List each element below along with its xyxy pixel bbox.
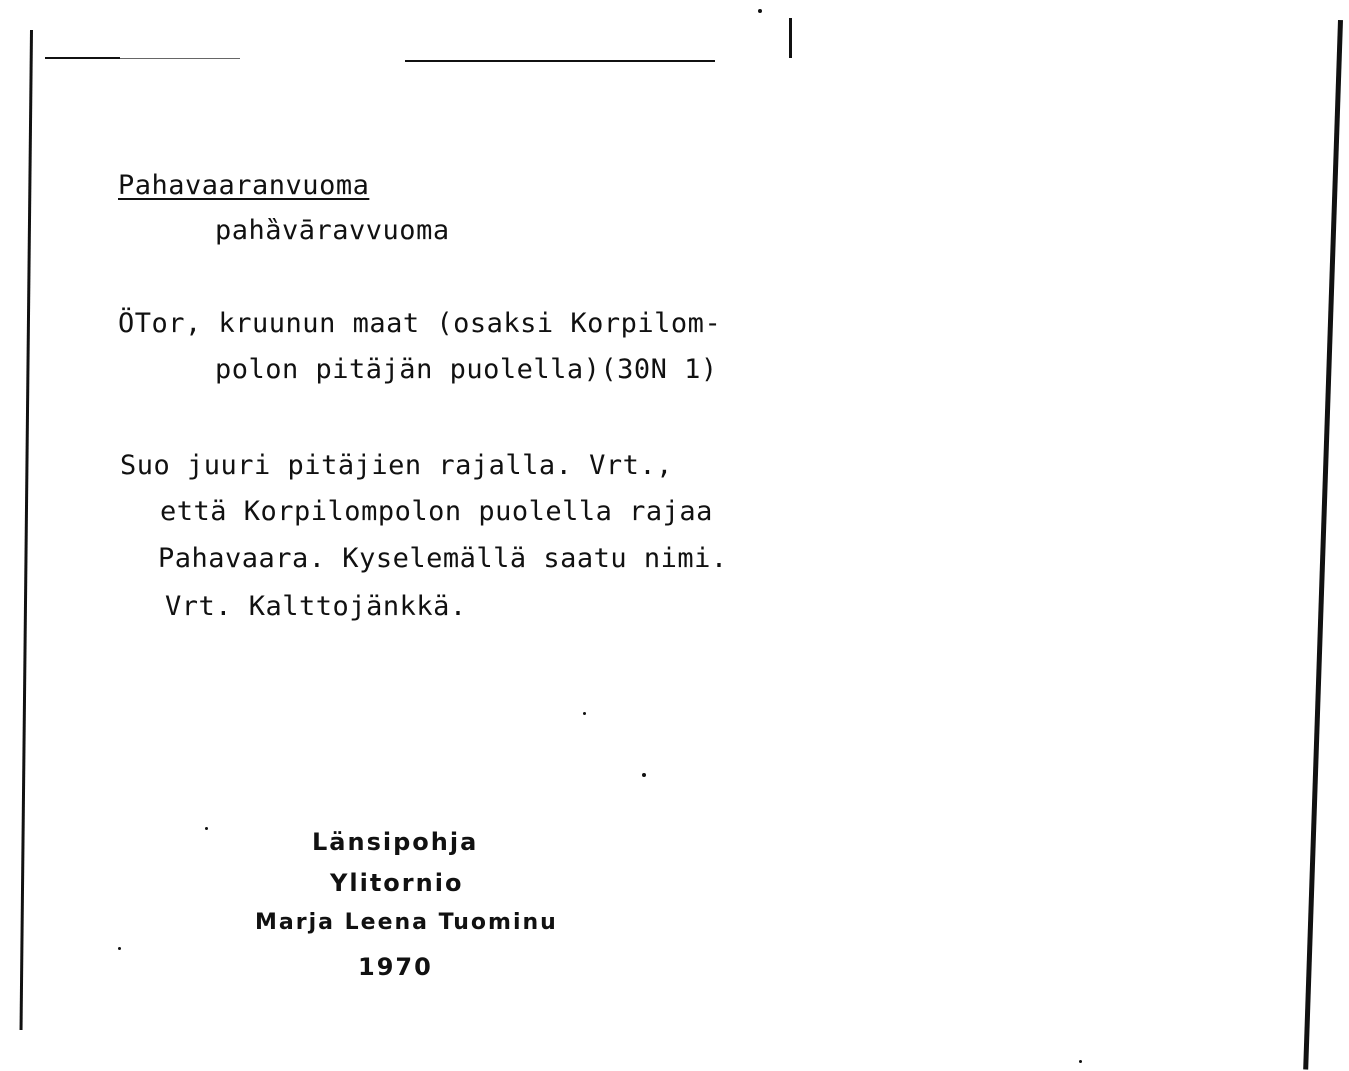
card-top-rule-left-dots [120, 58, 240, 59]
headword: Pahavaaranvuoma [118, 170, 370, 201]
ink-speck [118, 947, 121, 950]
stamp-year: 1970 [358, 953, 433, 981]
card-top-rule-right [405, 60, 715, 62]
note-line: Pahavaara. Kyselemällä saatu nimi. [158, 543, 728, 574]
ink-speck [1079, 1060, 1082, 1063]
pronunciation: pahȁvāravvuoma [215, 215, 450, 246]
note-line: että Korpilompolon puolella rajaa [160, 496, 713, 527]
card-left-edge [20, 30, 33, 1030]
ink-speck [205, 827, 208, 830]
ink-speck [758, 9, 762, 13]
note-line: Vrt. Kalttojänkkä. [165, 591, 467, 622]
ink-speck [583, 712, 586, 715]
stamp-parish: Ylitornio [330, 869, 464, 897]
note-line: Suo juuri pitäjien rajalla. Vrt., [120, 450, 673, 481]
card-top-tick [789, 18, 792, 58]
stamp-region: Länsipohja [312, 828, 479, 856]
location-line: polon pitäjän puolella)(30N 1) [215, 354, 718, 385]
card-right-edge [1303, 20, 1343, 1070]
card-top-rule-left [45, 57, 120, 59]
ink-speck [642, 773, 646, 777]
stamp-collector: Marja Leena Tuominu [255, 910, 558, 935]
location-line: ÖTor, kruunun maat (osaksi Korpilom- [118, 308, 722, 339]
